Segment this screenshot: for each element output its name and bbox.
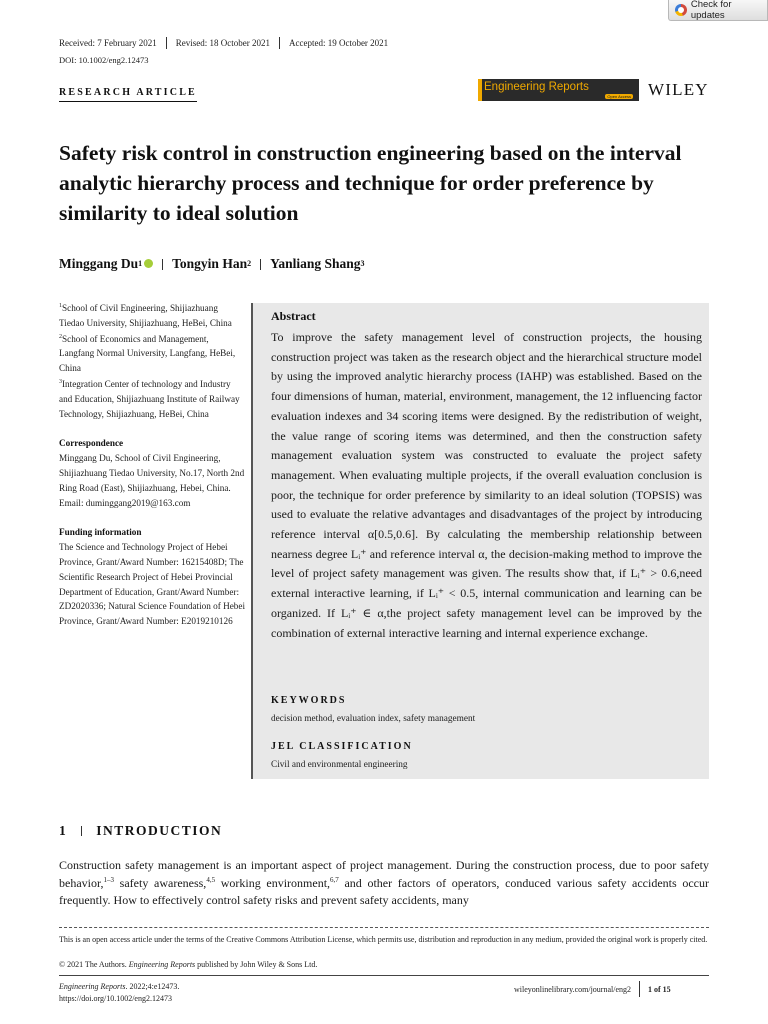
divider xyxy=(279,37,280,49)
license-notice: This is an open access article under the terms of the Creative Commons Attribution License, which permits use, distribution and reproduction in any medium, provided the original work is properly cited. xyxy=(59,935,708,944)
copyright-prefix: © 2021 The Authors. xyxy=(59,960,129,969)
footnote-divider xyxy=(59,927,709,928)
author-name: Tongyin Han xyxy=(172,256,248,271)
publisher-logo: WILEY xyxy=(648,80,709,99)
author-name: Minggang Du xyxy=(59,256,139,271)
divider xyxy=(81,826,82,836)
author-name: Yanliang Shang xyxy=(270,256,361,271)
affiliation xyxy=(59,332,245,376)
citation-link[interactable]: 1–3 xyxy=(103,875,115,884)
footer-right xyxy=(514,981,671,997)
revised-date: Revised: 18 October 2021 xyxy=(175,38,270,48)
correspondence-text: Minggang Du, School of Civil Engineering, Shijiazhuang Tiedao University, No.17, North 2nd Ring Road (East), Shijiazhuang, Hebei, China. Email: duminggang2019@163.com xyxy=(59,453,245,508)
footer-doi-link[interactable]: https://doi.org/10.1002/eng2.12473 xyxy=(59,994,172,1003)
abstract-heading: Abstract xyxy=(271,309,316,323)
page-number: 1 of 15 xyxy=(648,984,671,994)
copyright-journal: Engineering Reports xyxy=(128,960,196,969)
funding-heading: Funding information xyxy=(59,527,142,538)
affiliation-marker: 3 xyxy=(59,378,62,385)
check-for-updates-button[interactable] xyxy=(668,0,768,21)
footer-volume: . 2022;4:e12473. xyxy=(125,982,180,991)
body-text: and other factors of operators, conduced various safety accidents occur frequently. How to effectively control safety risks and prevent safety accidents, many xyxy=(59,875,709,907)
keywords-heading: KEYWORDS xyxy=(271,695,347,706)
check-updates-label: Check for updates xyxy=(690,0,732,21)
section-title: INTRODUCTION xyxy=(96,823,223,838)
footer-journal: Engineering Reports xyxy=(59,982,126,991)
journal-site-link[interactable]: wileyonlinelibrary.com/journal/eng2 xyxy=(514,984,632,994)
received-date: Received: 7 February 2021 xyxy=(59,38,157,48)
article-title: Safety risk control in construction engineering based on the interval analytic hierarchy process and technique for order preference by similarity to ideal solution xyxy=(59,141,682,225)
keywords-text: decision method, evaluation index, safety management xyxy=(271,714,476,724)
affiliation-marker: 1 xyxy=(59,302,62,309)
funding-text: The Science and Technology Project of Hebei Province, Grant/Award Number: 16215408D; The Scientific Research Project of Hebei Provincial Department of Education, Grant/Award Number: ZD2020336; Natural Science Foundation of Hebei Province, Grant/Award Number: E2019210126 xyxy=(59,542,246,627)
divider xyxy=(166,37,167,49)
divider xyxy=(639,981,640,997)
divider xyxy=(162,259,163,270)
body-text: working environment, xyxy=(215,875,331,890)
orcid-icon[interactable] xyxy=(144,259,153,268)
affiliation-text: School of Economics and Management, Langfang Normal University, Langfang, HeBei, China xyxy=(59,333,236,374)
open-access-tag: Open Access xyxy=(607,94,631,99)
article-doi: DOI: 10.1002/eng2.12473 xyxy=(59,55,149,65)
section-heading xyxy=(59,823,222,839)
affiliation-marker: 2 xyxy=(59,333,62,340)
citation-link[interactable]: 4,5 xyxy=(206,875,216,884)
affiliation xyxy=(59,301,245,331)
correspondence-heading: Correspondence xyxy=(59,438,124,449)
divider xyxy=(260,259,261,270)
article-dates xyxy=(59,37,388,49)
copyright-suffix: published by John Wiley & Sons Ltd. xyxy=(195,960,318,969)
journal-logo xyxy=(478,79,639,101)
check-updates-icon xyxy=(675,4,687,16)
jel-heading: JEL CLASSIFICATION xyxy=(271,741,413,752)
abstract-box xyxy=(251,303,709,779)
citation-link[interactable]: 6,7 xyxy=(330,875,339,884)
jel-text: Civil and environmental engineering xyxy=(271,760,408,770)
accepted-date: Accepted: 19 October 2021 xyxy=(288,38,389,48)
article-type: RESEARCH ARTICLE xyxy=(59,87,197,102)
article-info-column xyxy=(59,301,245,629)
author-list: Minggang Du 1 Tongyin Han 2 Yanliang Shang 3 xyxy=(59,256,365,271)
footer-divider xyxy=(59,975,709,976)
section-number: 1 xyxy=(59,823,68,838)
affiliation-text: School of Civil Engineering, Shijiazhuang Tiedao University, Shijiazhuang, HeBei, China xyxy=(59,303,232,328)
body-text: safety awareness, xyxy=(114,875,207,890)
introduction-paragraph xyxy=(59,857,709,910)
affiliation xyxy=(59,377,245,421)
journal-logo-text: Engineering Reports xyxy=(484,81,589,93)
footer-citation xyxy=(59,981,179,1005)
affiliation-text: Integration Center of technology and Industry and Education, Shijiazhuang Institute of Railway Technology, Shijiazhuang, HeBei, China xyxy=(59,378,240,419)
abstract-text: To improve the safety management level of construction projects, the housing construction project was taken as the research object and the hierarchical structure model by using the improved analytic hierarchy process (IAHP) was established. Based on the four dimensions of human, material, environment, management, the 12 influencing factor evaluation indexes and 34 scoring items were designed. By the redistribution of weight, the value range of scoring items was determined, and then the construction safety management evaluation system was constructed to evaluate the project safety management. When evaluating multiple projects, if the overall evaluation conclusion is poor, the technique for order preference by similarity to an ideal solution (TOPSIS) was used to evaluate the relative advantages and disadvantages of the project by introducing reference interval α[0.5,0.6]. By calculating the membership relationship between nearness degree Lᵢ⁺ and reference interval α, the decision-making method to improve the level of project safety management was given. The results show that, if Lᵢ⁺ > 0.6,need external interactive learning, if Lᵢ⁺ < 0.5, internal communication and learning can be organized. If Lᵢ⁺ ∈ α,the project safety management level can be improved by the combination of external interactive learning and internal experience exchange. xyxy=(271,330,702,640)
copyright-notice xyxy=(59,960,317,969)
body-text: Construction safety management is an important aspect of project management. During the construction process, due to poor safety behavior, xyxy=(59,858,709,890)
